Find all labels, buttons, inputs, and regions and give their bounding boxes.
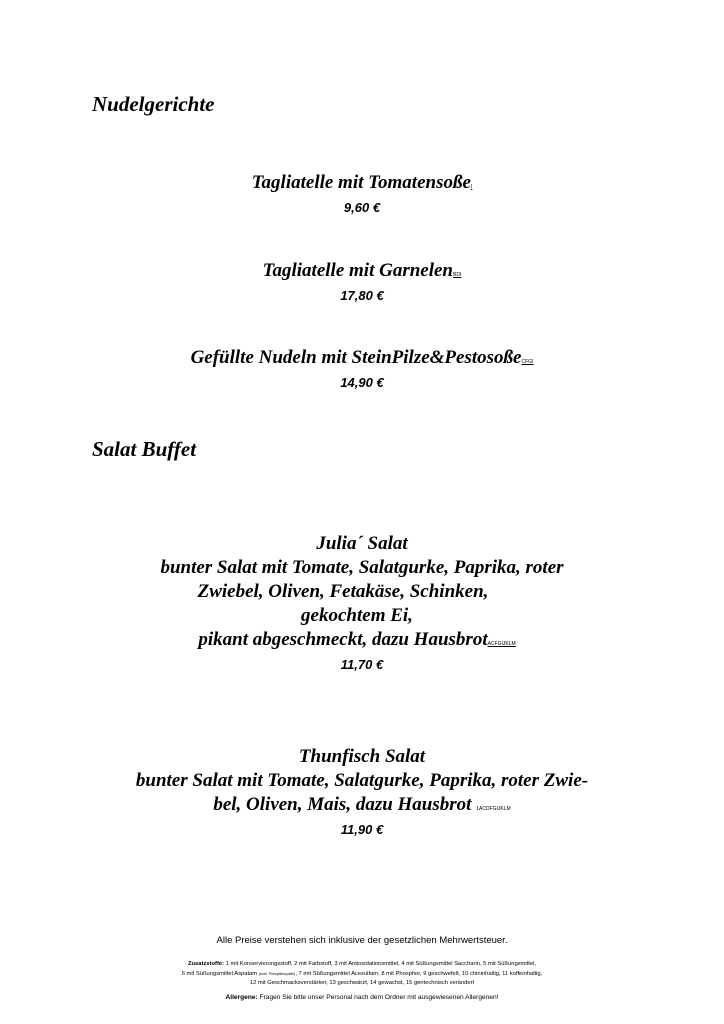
dish-price: 9,60 € — [343, 200, 381, 215]
dish-name: Gefüllte Nudeln mit SteinPilze&PestosoßeCFGI — [190, 347, 534, 368]
dish-description-line: bunter Salat mit Tomate, Salatgurke, Paprika, roter Zwie- — [135, 770, 589, 791]
allergen-codes: 1ACDFGIJKLM — [476, 806, 511, 812]
menu-item-tagliatelle-shrimp — [0, 259, 724, 305]
vat-note: Alle Preise verstehen sich inklusive der gesetzlichen Mehrwertsteuer. — [216, 935, 508, 946]
dish-description-line: pikant abgeschmeckt, dazu HausbrotACFGIJKLM — [198, 629, 516, 650]
dish-description-line: bunter Salat mit Tomate, Salatgurke, Paprika, roter — [160, 557, 564, 578]
menu-item-tuna-salad — [0, 745, 724, 839]
additives-label: Zusatzstoffe: — [187, 961, 225, 967]
dish-price: 14,90 € — [340, 375, 384, 390]
dish-name: Thunfisch Salat — [298, 746, 426, 767]
allergen-codes: ACFGIJKLM — [487, 641, 516, 647]
dish-description-line: bel, Oliven, Mais, dazu Hausbrot 1ACDFGIJKLM — [213, 794, 511, 815]
dish-description-line: Zwiebel, Oliven, Fetakäse, Schinken, — [197, 581, 489, 602]
allergens-note: Allergene: Fragen Sie bitte unser Personal nach dem Ordner mit ausgewiesenen Allergenen! — [225, 994, 499, 1001]
dish-price: 11,90 € — [340, 822, 384, 837]
dish-price: 17,80 € — [340, 288, 384, 303]
menu-item-stuffed-pasta — [0, 346, 724, 392]
dish-name: Julia´ Salat — [316, 533, 408, 554]
dish-name: Tagliatelle mit TomatensoßeI — [251, 172, 473, 193]
dish-description-line: gekochtem Ei, — [301, 605, 413, 626]
menu-item-julia-salad — [0, 532, 724, 674]
allergen-codes: CFGI — [521, 359, 534, 365]
allergen-codes: BDI — [453, 272, 462, 278]
dish-name: Tagliatelle mit GarnelenBDI — [262, 260, 462, 281]
allergen-codes: I — [470, 184, 473, 190]
menu-item-tagliatelle-tomato — [0, 171, 724, 217]
allergens-label: Allergene: — [225, 994, 258, 1001]
dish-price: 11,70 € — [340, 657, 384, 672]
section-title-pasta: Nudelgerichte — [92, 92, 215, 116]
section-title-salad: Salat Buffet — [92, 437, 197, 461]
additives-note: Zusatzstoffe: 1 mit Konservierungsstoff, 2 mit Farbstoff, 3 mit Antioxidationsmittel, 4 mit Süßungsmittel Saccharin, 5 mit Süßungsmittel, 6 mit Süßungsmittel Aspatam (enth. Phenylalinquelle), 7 mit Süßungsmittel Acesulfam, 8 mit Phosphor, 9 geschwefelt, 10 chininhaltig, 11 koffeinhaltig, 12 mit Geschmacksverstärker, 13 geschwärzt, 14 gewachst, 15 gentechnisch verändert — [181, 961, 543, 986]
